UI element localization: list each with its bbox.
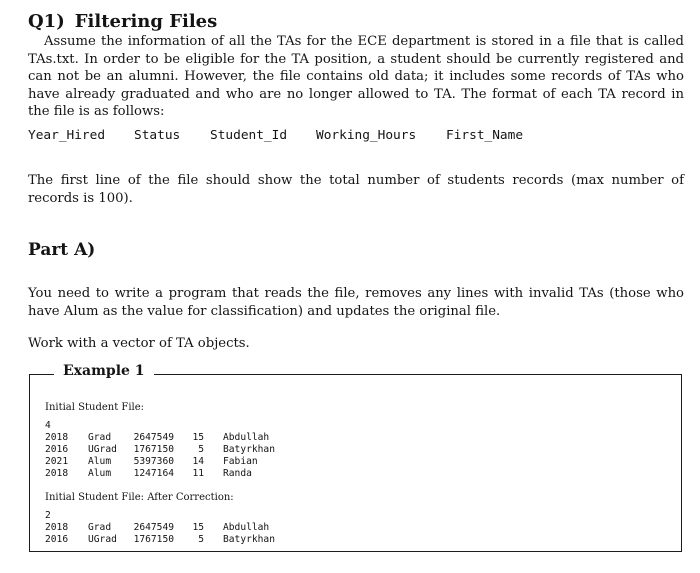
cell-working-hours: 11	[192, 468, 204, 479]
cell-student-id: 1767150	[133, 534, 174, 545]
corrected-record-row	[30, 534, 330, 546]
cell-student-id: 2647549	[133, 522, 174, 533]
corrected-file-heading: Initial Student File: After Correction:	[45, 492, 234, 503]
corrected-record-count: 2	[45, 510, 51, 521]
question-title-text: Filtering Files	[74, 11, 218, 32]
cell-year-hired: 2018	[45, 468, 69, 479]
cell-first-name: Batyrkhan	[223, 534, 275, 545]
format-field-student-id: Student_Id	[210, 128, 288, 143]
cell-status: Alum	[88, 456, 112, 467]
vector-paragraph: Work with a vector of TA objects.	[28, 336, 250, 351]
cell-working-hours: 5	[198, 534, 204, 545]
task-paragraph: You need to write a program that reads the file, removes any lines with invalid TAs (those who have Alum as the value for classification) and updates the original file.	[28, 286, 684, 319]
cell-status: UGrad	[88, 534, 117, 545]
cell-working-hours: 15	[192, 522, 204, 533]
first-line-paragraph: The first line of the file should show the total number of students records (max number of records is 100).	[28, 173, 684, 206]
cell-working-hours: 5	[198, 444, 204, 455]
cell-status: Alum	[88, 468, 112, 479]
format-field-working-hours: Working_Hours	[316, 128, 417, 143]
format-field-status: Status	[134, 128, 181, 143]
part-a-heading: Part A)	[28, 240, 96, 260]
cell-first-name: Abdullah	[223, 432, 270, 443]
cell-working-hours: 15	[192, 432, 204, 443]
cell-year-hired: 2016	[45, 534, 69, 545]
format-field-year-hired: Year_Hired	[28, 128, 106, 143]
initial-record-row	[30, 444, 330, 456]
cell-first-name: Abdullah	[223, 522, 270, 533]
intro-paragraph: Assume the information of all the TAs for the ECE department is stored in a file that is called TAs.txt. In order to be eligible for the TA position, a student should be currently registered and can not be an alumni. However, the file contains old data; it includes some records of TAs who have already graduated and who are no longer allowed to TA. The format of each TA record in the file is as follows:	[28, 34, 684, 119]
question-title	[28, 11, 217, 32]
cell-student-id: 2647549	[133, 432, 174, 443]
cell-first-name: Fabian	[223, 456, 258, 467]
cell-status: Grad	[88, 522, 112, 533]
initial-file-heading: Initial Student File:	[45, 402, 145, 413]
initial-record-row	[30, 432, 330, 444]
initial-record-row	[30, 456, 330, 468]
cell-first-name: Randa	[223, 468, 252, 479]
cell-year-hired: 2021	[45, 456, 69, 467]
cell-first-name: Batyrkhan	[223, 444, 275, 455]
question-number: Q1)	[28, 11, 65, 32]
cell-working-hours: 14	[192, 456, 204, 467]
cell-student-id: 1247164	[133, 468, 174, 479]
cell-student-id: 5397360	[133, 456, 174, 467]
example-label: Example 1	[54, 363, 154, 379]
cell-year-hired: 2018	[45, 432, 69, 443]
cell-student-id: 1767150	[133, 444, 174, 455]
cell-status: UGrad	[88, 444, 117, 455]
cell-status: Grad	[88, 432, 112, 443]
initial-record-row	[30, 468, 330, 480]
corrected-record-row	[30, 522, 330, 534]
cell-year-hired: 2018	[45, 522, 69, 533]
initial-record-count: 4	[45, 420, 51, 431]
cell-year-hired: 2016	[45, 444, 69, 455]
format-field-first-name: First_Name	[446, 128, 524, 143]
example-box	[29, 363, 682, 552]
